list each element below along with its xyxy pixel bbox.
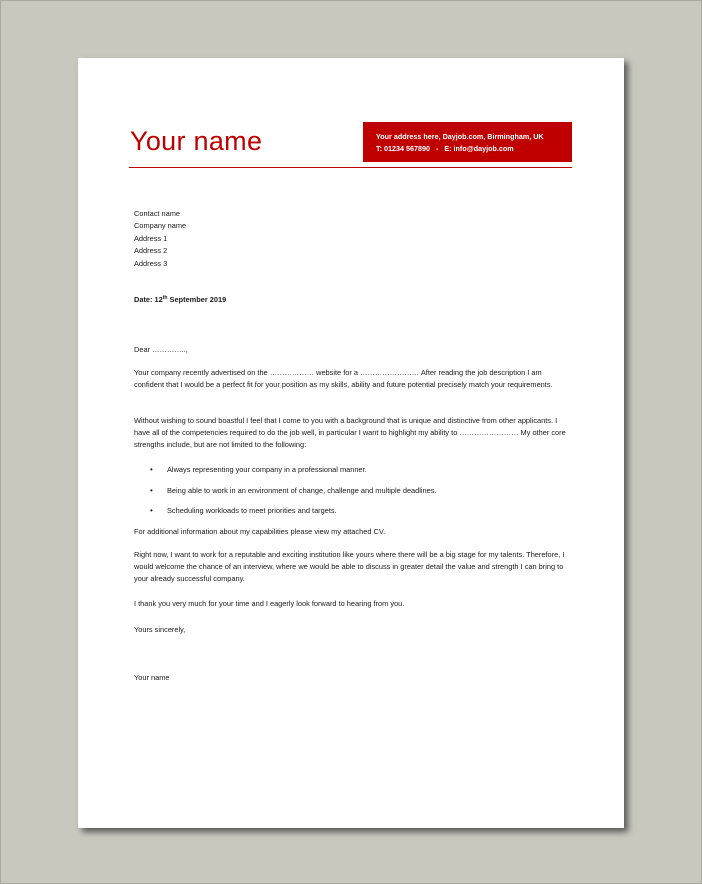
paragraph-cv: For additional information about my capabilities please view my attached CV. xyxy=(134,527,386,536)
contact-separator: - xyxy=(435,144,439,153)
recipient-contact-name: Contact name xyxy=(134,209,181,218)
signature-name: Your name xyxy=(134,673,170,682)
phone-text: T: 01234 567890 xyxy=(376,144,430,153)
paragraph-thanks: I thank you very much for your time and I eagerly look forward to hearing from you. xyxy=(134,599,405,608)
recipient-company-name: Company name xyxy=(134,221,187,231)
date-prefix: Date: 12 xyxy=(134,295,163,304)
paragraph-intro: Your company recently advertised on the ……………… website for a …………………… After reading the job description I am confident that I would be a perfect fit for your position as my skills, ability and future potential precisely match your requirements. xyxy=(134,368,553,390)
closing: Yours sincerely, xyxy=(134,625,186,634)
applicant-name-heading: Your name xyxy=(130,126,263,156)
list-item: • Always representing your company in a professional manner. xyxy=(150,464,437,475)
list-item: • Being able to work in an environment of change, challenge and multiple deadlines. xyxy=(150,485,437,496)
date-rest: September 2019 xyxy=(167,295,227,304)
email-text: E: info@dayjob.com xyxy=(444,144,514,153)
list-item: • Scheduling workloads to meet priorities and targets. xyxy=(150,505,437,516)
paragraph-background: Without wishing to sound boastful I feel that I come to you with a background that is unique and distinctive from other applicants. I have all of the competencies required to do the job well, in particular I want to highlight my ability to …………………… My other core strengths include, but are not limited to the following: xyxy=(134,416,566,450)
phone-email-line xyxy=(376,143,572,155)
recipient-address-1: Address 1 xyxy=(134,233,168,243)
address-line: Your address here, Dayjob.com, Birmingham, UK xyxy=(376,132,544,141)
letter-date xyxy=(134,294,226,306)
contact-info-box xyxy=(363,122,572,162)
date-ordinal: th xyxy=(162,295,168,301)
salutation: Dear ………….., xyxy=(134,345,188,354)
cover-letter-page xyxy=(78,58,624,828)
header-divider xyxy=(129,167,572,168)
strengths-list xyxy=(150,464,437,526)
recipient-address-2: Address 2 xyxy=(134,246,168,256)
paragraph-interview: Right now, I want to work for a reputable and exciting institution like yours where there will be a big stage for my talents. Therefore, I would welcome the chance of an interview, where we would be able to discuss in greater detail the value and strength I can bring to your already successful company. xyxy=(134,550,565,584)
recipient-block xyxy=(134,208,186,270)
recipient-address-3: Address 3 xyxy=(134,258,168,268)
